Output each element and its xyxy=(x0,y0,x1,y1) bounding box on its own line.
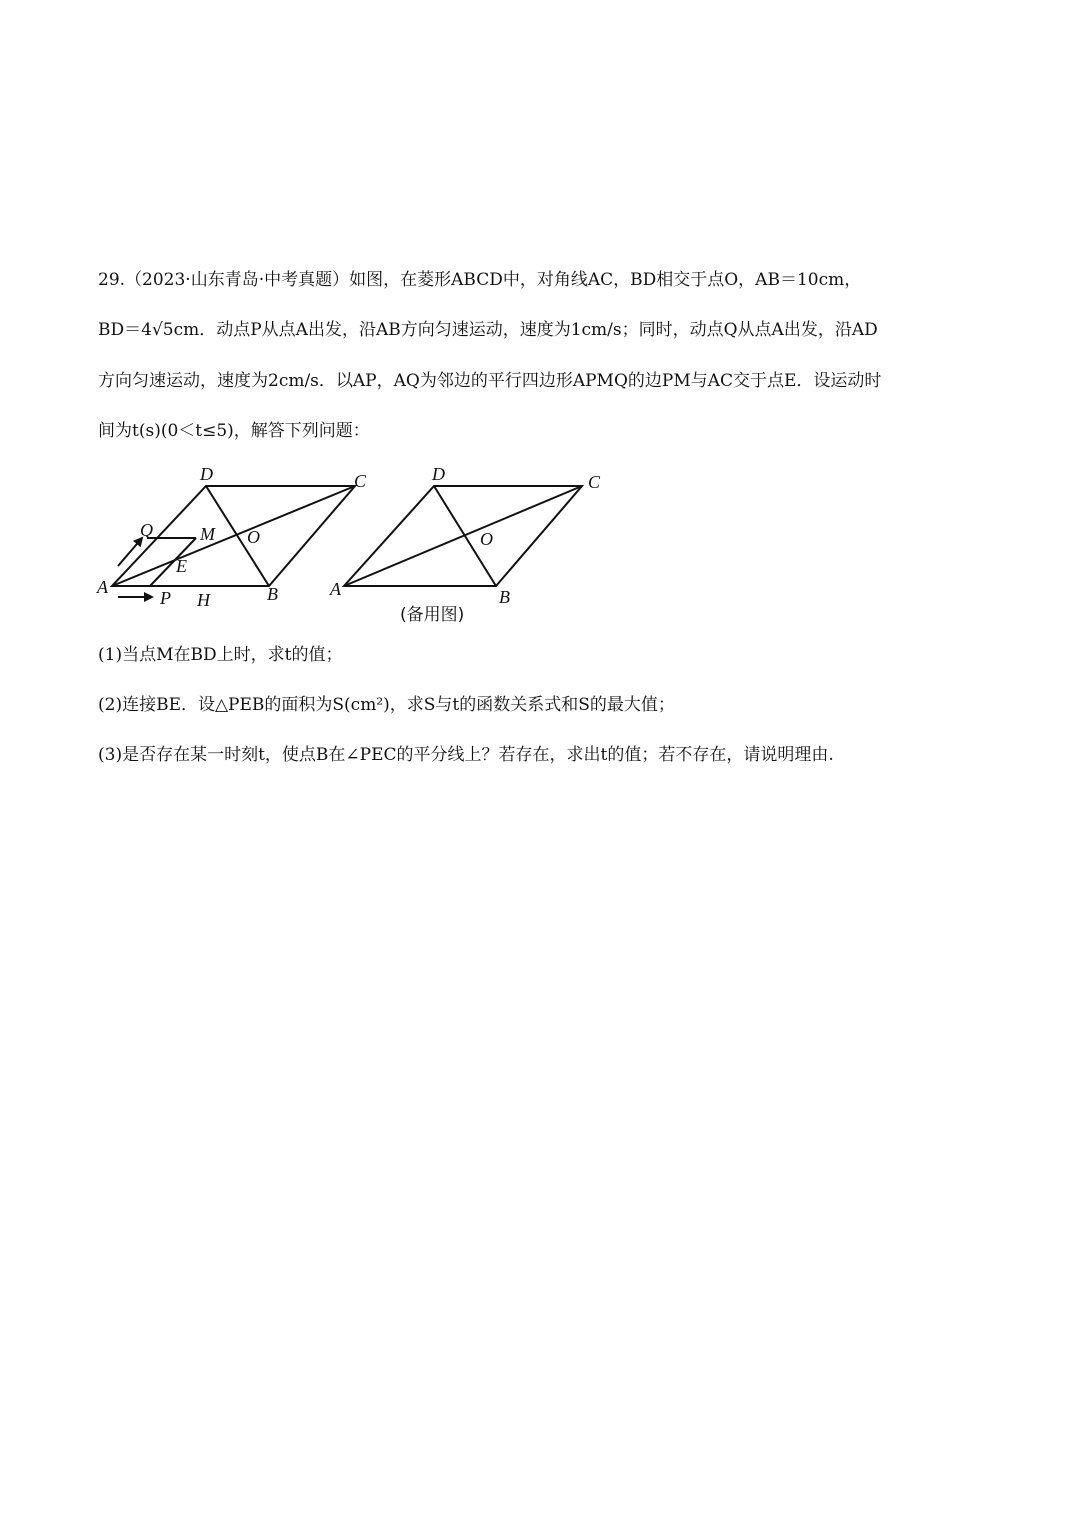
label-q-1: Q xyxy=(140,520,153,540)
label-o-1: O xyxy=(247,527,260,547)
label-a-1: A xyxy=(97,577,108,597)
problem-line-4: 间为t(s)(0＜t≤5)，解答下列问题： xyxy=(98,421,370,441)
label-a-2: A xyxy=(330,579,341,599)
question-3: (3)是否存在某一时刻t，使点B在∠PEC的平分线上？若存在，求出t的值；若不存在，请说明理由. xyxy=(98,745,834,765)
label-h-1: H xyxy=(197,590,210,610)
label-c-1: C xyxy=(354,471,367,491)
problem-line-1: 29.（2023·山东青岛·中考真题）如图，在菱形ABCD中，对角线AC，BD相交于点O，AB＝10cm， xyxy=(98,270,862,290)
figure-1 xyxy=(112,486,355,597)
label-c-2: C xyxy=(588,472,601,492)
figure-2 xyxy=(344,486,582,586)
question-2: (2)连接BE．设△PEB的面积为S(cm²)，求S与t的函数关系式和S的最大值； xyxy=(98,695,675,715)
side-pm xyxy=(150,538,196,586)
label-p-1: P xyxy=(160,588,171,608)
label-b-2: B xyxy=(499,587,510,607)
label-d-2: D xyxy=(432,464,445,484)
diagonal-ac-spare xyxy=(344,486,582,586)
question-1: (1)当点M在BD上时，求t的值； xyxy=(98,645,343,665)
label-e-1: E xyxy=(176,556,187,576)
figure-2-labels xyxy=(329,464,601,625)
geometry-figures xyxy=(92,458,632,638)
label-m-1: M xyxy=(200,524,215,544)
label-b-1: B xyxy=(267,584,278,604)
problem-line-3: 方向匀速运动，速度为2cm/s．以AP，AQ为邻边的平行四边形APMQ的边PM与AC交于点E．设运动时 xyxy=(98,371,882,391)
figure-caption: (备用图) xyxy=(400,605,465,625)
label-d-1: D xyxy=(200,464,213,484)
arrow-q xyxy=(118,538,142,566)
problem-line-2: BD＝4√5cm．动点P从点A出发，沿AB方向匀速运动，速度为1cm/s；同时，动点Q从点A出发，沿AD xyxy=(98,320,878,340)
label-o-2: O xyxy=(480,529,493,549)
